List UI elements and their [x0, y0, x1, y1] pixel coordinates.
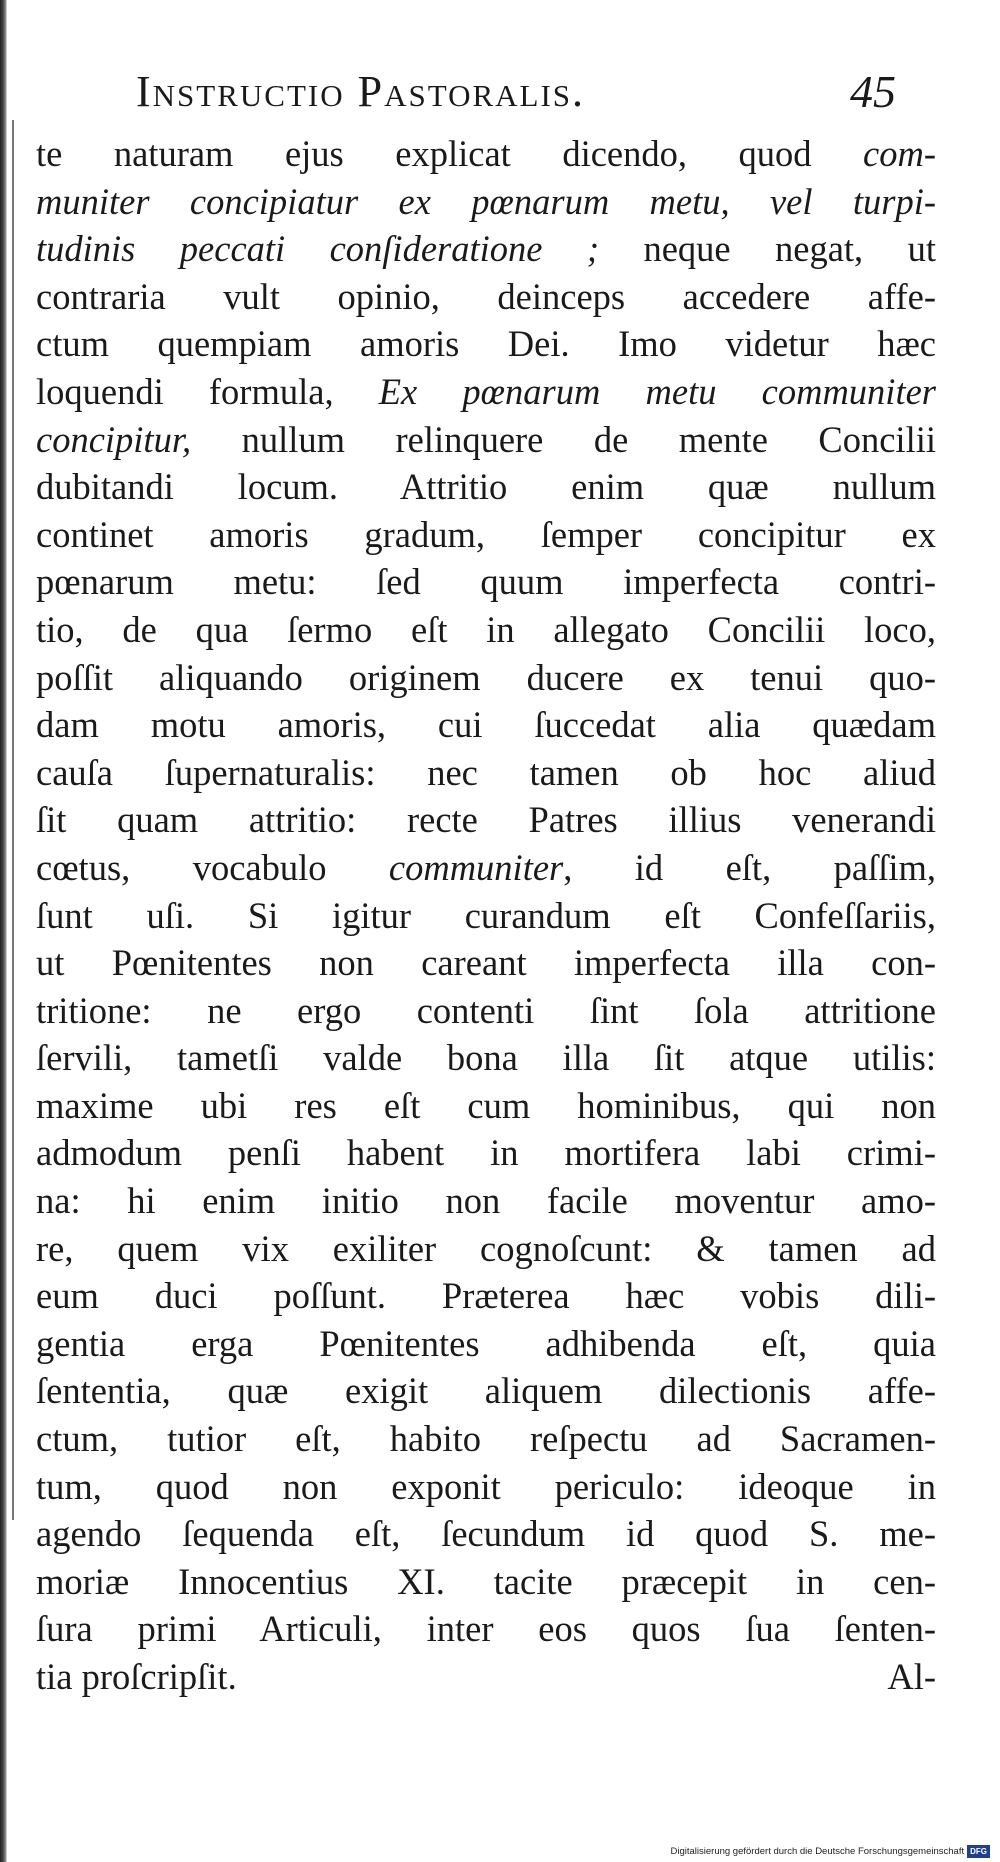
text-line [36, 463, 936, 511]
text-run: neque negat, ut [599, 228, 936, 270]
text-line [36, 606, 936, 654]
text-line [36, 1225, 936, 1273]
text-run: ctum, tutior eſt, habito reſpectu ad Sacramen- [36, 1418, 936, 1460]
italic-text: tudinis peccati conſideratione ; [36, 228, 600, 270]
text-run: ſunt uſi. Si igitur curandum eſt Confeſſariis, [36, 894, 936, 936]
text-line [36, 558, 936, 606]
text-line [36, 796, 936, 844]
text-run: ſententia, quæ exigit aliquem dilectionis affe- [36, 1370, 936, 1412]
text-run: ſura primi Articuli, inter eos quos ſua ſenten- [36, 1608, 936, 1650]
text-run: loquendi formula, [36, 370, 379, 412]
text-line [36, 1082, 936, 1130]
text-run: ſervili, tametſi valde bona illa ſit atque utilis: [36, 1037, 936, 1079]
text-line [36, 892, 936, 940]
text-run: admodum penſi habent in mortifera labi crimi- [36, 1132, 936, 1174]
text-run: cœtus, vocabulo [36, 846, 389, 888]
text-run: contraria vult opinio, deinceps accedere affe- [36, 275, 936, 317]
catchword: Al- [887, 1656, 936, 1697]
text-line [36, 1272, 936, 1320]
text-line [36, 844, 936, 892]
text-run: poſſit aliquando originem ducere ex tenui quo- [36, 656, 936, 698]
text-line [36, 1129, 936, 1177]
body-text [36, 130, 936, 1701]
text-run: cauſa ſupernaturalis: nec tamen ob hoc aliud [36, 751, 936, 793]
text-run: nullum relinquere de mente Concilii [191, 418, 936, 460]
text-line [36, 939, 936, 987]
italic-text: Ex pœnarum metu communiter [378, 370, 936, 412]
text-line [36, 178, 936, 226]
text-run: ſit quam attritio: recte Patres illius venerandi [36, 799, 936, 841]
page-number: 45 [850, 66, 896, 117]
text-run: tritione: ne ergo contenti ſint ſola attritione [36, 989, 936, 1031]
text-run: pœnarum metu: ſed quum imperfecta contri- [36, 561, 936, 603]
text-line [36, 368, 936, 416]
text-run: re, quem vix exiliter cognoſcunt: & tamen ad [36, 1227, 936, 1269]
text-run: ut Pœnitentes non careant imperfecta illa con- [36, 942, 936, 984]
text-line [36, 511, 936, 559]
text-line [36, 320, 936, 368]
text-line [36, 130, 936, 178]
text-run: gentia erga Pœnitentes adhibenda eſt, quia [36, 1322, 936, 1364]
text-run: moriæ Innocentius XI. tacite præcepit in cen- [36, 1560, 936, 1602]
text-run: na: hi enim initio non facile moventur amo- [36, 1180, 936, 1222]
text-run: eum duci poſſunt. Præterea hæc vobis dili- [36, 1275, 936, 1317]
text-run: dubitandi locum. Attritio enim quæ nullum [36, 466, 936, 508]
text-line [36, 654, 936, 702]
text-line [36, 1177, 936, 1225]
text-run: tia proſcripſit. [36, 1656, 237, 1697]
text-run: , id eſt, paſſim, [563, 846, 936, 888]
dfg-logo: DFG [967, 1845, 990, 1858]
text-run: agendo ſequenda eſt, ſecundum id quod S. me- [36, 1513, 936, 1555]
page-binding-edge [0, 0, 7, 1862]
text-line [36, 749, 936, 797]
text-line [36, 1415, 936, 1463]
text-line [36, 225, 936, 273]
page-header [136, 62, 896, 132]
credit-text: Digitalisierung gefördert durch die Deutsche Forschungsgemeinschaft [670, 1846, 965, 1857]
text-line [36, 1510, 936, 1558]
text-line [36, 416, 936, 464]
digitization-credit [671, 1845, 991, 1858]
text-line [36, 1463, 936, 1511]
text-line [36, 1653, 936, 1701]
italic-text: muniter concipiatur ex pœnarum metu, vel turpi- [36, 180, 936, 222]
italic-text: concipitur, [36, 418, 192, 460]
text-line [36, 1367, 936, 1415]
text-run: te naturam ejus explicat dicendo, quod [36, 133, 864, 174]
text-run: tio, de qua ſermo eſt in allegato Concilii loco, [36, 608, 936, 650]
italic-text: communiter [388, 846, 564, 888]
text-line [36, 987, 936, 1035]
text-run: tum, quod non exponit periculo: ideoque in [36, 1465, 936, 1507]
text-line [36, 1605, 936, 1653]
text-run: maxime ubi res eſt cum hominibus, qui non [36, 1084, 936, 1126]
text-run: ctum quempiam amoris Dei. Imo videtur hæc [36, 323, 936, 365]
text-line [36, 1034, 936, 1082]
text-line [36, 1320, 936, 1368]
text-line [36, 1558, 936, 1606]
page-binding-line [12, 120, 14, 1520]
running-head: Instructio Pastoralis. [136, 67, 586, 116]
italic-text: com- [863, 133, 936, 174]
text-run: dam motu amoris, cui ſuccedat alia quædam [36, 704, 936, 746]
text-line [36, 273, 936, 321]
text-run: continet amoris gradum, ſemper concipitur ex [36, 513, 936, 555]
text-line [36, 701, 936, 749]
